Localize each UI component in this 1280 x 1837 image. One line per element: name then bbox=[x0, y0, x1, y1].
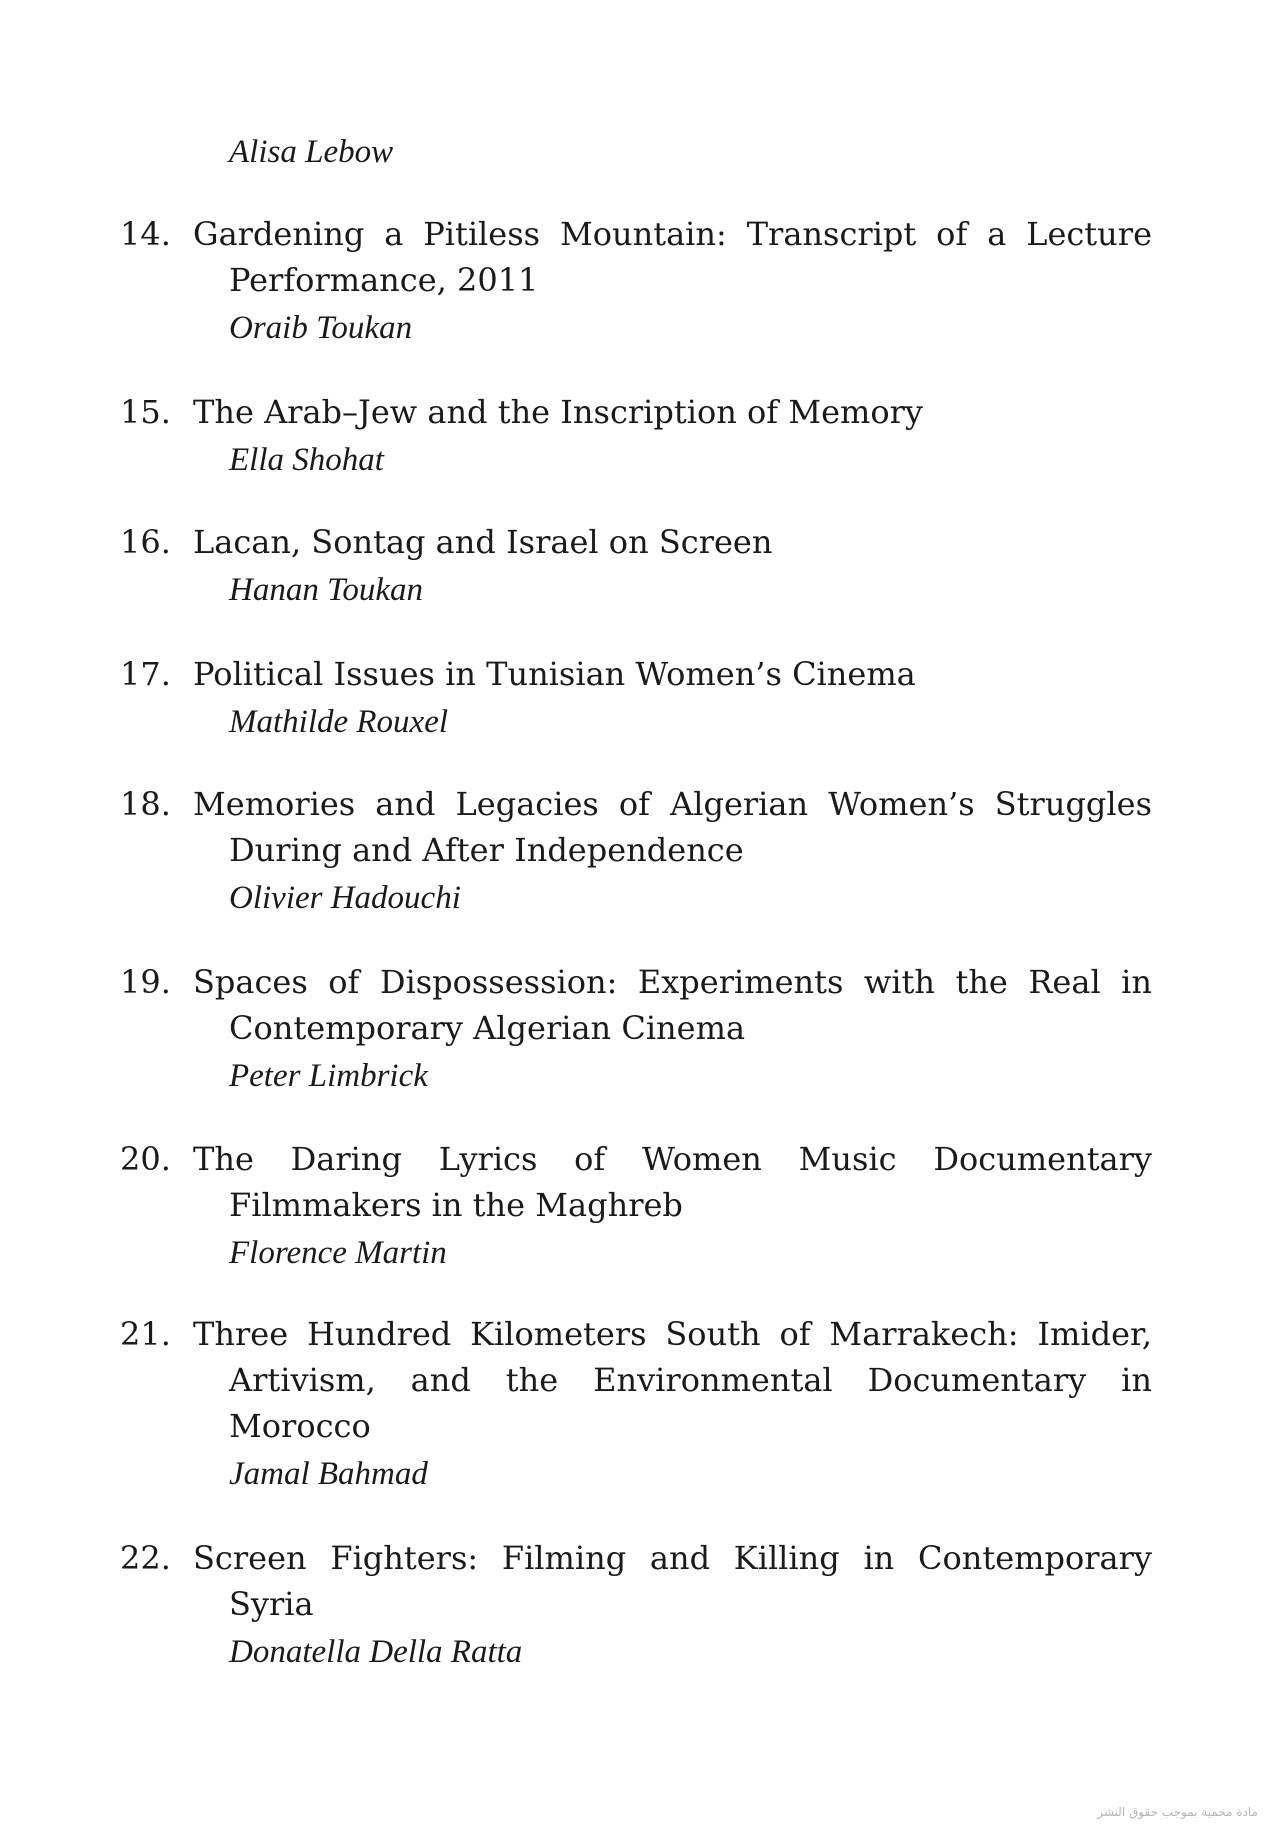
entry-author: Florence Martin bbox=[229, 1235, 447, 1271]
toc-entry-18 bbox=[120, 781, 1152, 920]
entry-number: 20. bbox=[120, 1140, 171, 1178]
entry-author: Oraib Toukan bbox=[229, 310, 413, 346]
entry-number: 17. bbox=[120, 655, 171, 693]
entry-number: 22. bbox=[120, 1539, 171, 1577]
entry-author: Donatella Della Ratta bbox=[229, 1634, 523, 1670]
entry-title: Screen Fighters: Filming and Killing in Contemporary Syria bbox=[193, 1539, 1152, 1623]
entry-title: Lacan, Sontag and Israel on Screen bbox=[193, 523, 773, 561]
entry-number: 19. bbox=[120, 963, 171, 1001]
entry-title: The Arab–Jew and the Inscription of Memory bbox=[193, 393, 923, 431]
entry-number: 18. bbox=[120, 785, 171, 823]
entry-title: The Daring Lyrics of Women Music Documentary Filmmakers in the Maghreb bbox=[193, 1140, 1152, 1224]
entry-title: Memories and Legacies of Algerian Women’s Struggles During and After Independence bbox=[193, 785, 1152, 869]
entry-author: Mathilde Rouxel bbox=[229, 704, 449, 740]
entry-author: Jamal Bahmad bbox=[229, 1456, 428, 1492]
entry-author: Olivier Hadouchi bbox=[229, 880, 461, 916]
toc-entry-17 bbox=[120, 651, 1152, 744]
entry-number: 16. bbox=[120, 523, 171, 561]
entry-author: Hanan Toukan bbox=[229, 572, 424, 608]
toc-entry-14 bbox=[120, 211, 1152, 350]
copyright-watermark: مادة محمية بموجب حقوق النشر bbox=[1097, 1805, 1258, 1819]
toc-entry-22 bbox=[120, 1535, 1152, 1674]
entry-title: Political Issues in Tunisian Women’s Cinema bbox=[193, 655, 916, 693]
continued-entry-author: Alisa Lebow bbox=[229, 134, 394, 170]
toc-entry-15 bbox=[120, 389, 1152, 482]
entry-number: 15. bbox=[120, 393, 171, 431]
entry-title: Spaces of Dispossession: Experiments with the Real in Contemporary Algerian Cinema bbox=[193, 963, 1152, 1047]
entry-number: 21. bbox=[120, 1315, 171, 1353]
entry-author: Peter Limbrick bbox=[229, 1058, 428, 1094]
toc-entry-20 bbox=[120, 1136, 1152, 1275]
toc-entry-21 bbox=[120, 1311, 1152, 1496]
entry-title: Three Hundred Kilometers South of Marrakech: Imider, Artivism, and the Environmental Documentary in Morocco bbox=[193, 1315, 1152, 1445]
toc-entry-16 bbox=[120, 519, 1152, 612]
entry-author: Ella Shohat bbox=[229, 442, 384, 478]
entry-title: Gardening a Pitiless Mountain: Transcript of a Lecture Performance, 2011 bbox=[193, 215, 1152, 299]
toc-entry-19 bbox=[120, 959, 1152, 1098]
entry-number: 14. bbox=[120, 215, 171, 253]
